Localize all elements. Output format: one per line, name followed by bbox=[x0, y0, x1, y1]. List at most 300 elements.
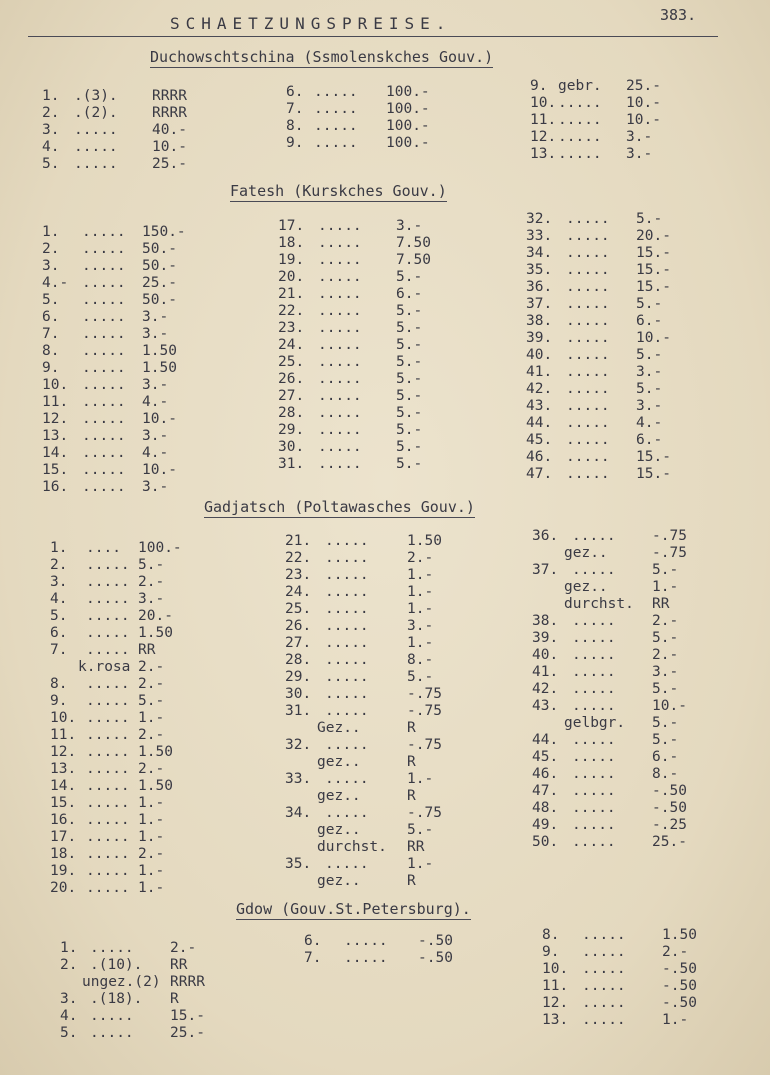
entry-number: 31. bbox=[278, 456, 305, 472]
entry-description: ..... bbox=[325, 550, 369, 566]
entry-number: 5. bbox=[50, 608, 68, 624]
entry-price: 5.- bbox=[396, 388, 423, 404]
entry-number: 9. bbox=[42, 360, 60, 376]
entry-description: gez.. bbox=[317, 754, 361, 770]
entry-description: ..... bbox=[558, 95, 602, 111]
entry-description: ..... bbox=[314, 118, 358, 134]
entry-number: 41. bbox=[526, 364, 553, 380]
entry-number: 4. bbox=[50, 591, 68, 607]
entry-number: 29. bbox=[278, 422, 305, 438]
entry-number: 7. bbox=[42, 326, 60, 342]
entry-price: 25.- bbox=[652, 834, 687, 850]
entry-description: ..... bbox=[325, 652, 369, 668]
entry-price: 1.- bbox=[138, 829, 165, 845]
entry-number: 34. bbox=[285, 805, 312, 821]
entry-number: 13. bbox=[542, 1012, 569, 1028]
entry-description: ..... bbox=[572, 749, 616, 765]
entry-number: 1. bbox=[42, 224, 60, 240]
entry-number: 12. bbox=[542, 995, 569, 1011]
entry-description: Gez.. bbox=[317, 720, 361, 736]
entry-number: 1. bbox=[50, 540, 68, 556]
entry-description: ..... bbox=[82, 309, 126, 325]
entry-description: ..... bbox=[566, 211, 610, 227]
entry-description: ..... bbox=[318, 456, 362, 472]
entry-number: 33. bbox=[526, 228, 553, 244]
entry-description: ..... bbox=[325, 703, 369, 719]
entry-price: -.25 bbox=[652, 817, 687, 833]
entry-number: 47. bbox=[532, 783, 559, 799]
entry-price: 5.- bbox=[652, 562, 679, 578]
entry-number: 6. bbox=[42, 309, 60, 325]
entry-number: 21. bbox=[285, 533, 312, 549]
entry-description: ..... bbox=[82, 360, 126, 376]
entry-price: 2.- bbox=[170, 940, 197, 956]
entry-price: 1.50 bbox=[662, 927, 697, 943]
entry-description: ..... bbox=[558, 146, 602, 162]
entry-description: ..... bbox=[566, 398, 610, 414]
entry-description: ..... bbox=[86, 795, 130, 811]
section-title: Gdow (Gouv.St.Petersburg). bbox=[236, 900, 471, 918]
entry-description: ..... bbox=[82, 394, 126, 410]
entry-price: R bbox=[170, 991, 179, 1007]
entry-price: 5.- bbox=[407, 822, 434, 838]
entry-number: 4. bbox=[42, 139, 60, 155]
entry-description: ..... bbox=[566, 415, 610, 431]
entry-description: ..... bbox=[86, 761, 130, 777]
entry-price: 2.- bbox=[138, 727, 165, 743]
entry-number: 33. bbox=[285, 771, 312, 787]
entry-price: 7.50 bbox=[396, 252, 431, 268]
entry-number: 1. bbox=[42, 88, 60, 104]
page-number: 383. bbox=[660, 6, 697, 24]
entry-price: 100.- bbox=[386, 84, 430, 100]
entry-price: 100.- bbox=[386, 135, 430, 151]
entry-description: k.rosa bbox=[78, 659, 131, 675]
entry-description: ..... bbox=[82, 275, 126, 291]
entry-description: gebr. bbox=[558, 78, 602, 94]
entry-description: .(3). bbox=[74, 88, 118, 104]
entry-number: 38. bbox=[526, 313, 553, 329]
entry-number: 13. bbox=[50, 761, 77, 777]
entry-price: 5.- bbox=[636, 211, 663, 227]
entry-description: ..... bbox=[318, 303, 362, 319]
entry-description: ..... bbox=[314, 101, 358, 117]
entry-number: 46. bbox=[526, 449, 553, 465]
entry-number: 30. bbox=[278, 439, 305, 455]
entry-price: 1.- bbox=[138, 795, 165, 811]
entry-price: 4.- bbox=[142, 394, 169, 410]
entry-price: -.75 bbox=[652, 545, 687, 561]
entry-number: 28. bbox=[278, 405, 305, 421]
entry-number: 24. bbox=[285, 584, 312, 600]
entry-number: 23. bbox=[278, 320, 305, 336]
entry-number: 50. bbox=[532, 834, 559, 850]
entry-price: 4.- bbox=[142, 445, 169, 461]
entry-description: ..... bbox=[325, 584, 369, 600]
entry-number: 18. bbox=[278, 235, 305, 251]
entry-price: 15.- bbox=[636, 466, 671, 482]
entry-description: ..... bbox=[86, 846, 130, 862]
entry-number: 28. bbox=[285, 652, 312, 668]
entry-description: ..... bbox=[566, 228, 610, 244]
entry-description: .(2). bbox=[74, 105, 118, 121]
entry-number: 14. bbox=[50, 778, 77, 794]
entry-number: 20. bbox=[278, 269, 305, 285]
entry-description: ..... bbox=[74, 122, 118, 138]
entry-description: ..... bbox=[82, 292, 126, 308]
entry-price: 5.- bbox=[652, 630, 679, 646]
entry-price: -.75 bbox=[407, 737, 442, 753]
entry-description: gelbgr. bbox=[564, 715, 626, 731]
entry-price: R bbox=[407, 754, 416, 770]
entry-description: ..... bbox=[572, 647, 616, 663]
section-title: Fatesh (Kurskches Gouv.) bbox=[230, 182, 447, 200]
entry-number: 8. bbox=[42, 343, 60, 359]
entry-price: 5.- bbox=[652, 715, 679, 731]
entry-description: gez.. bbox=[317, 873, 361, 889]
entry-price: 7.50 bbox=[396, 235, 431, 251]
entry-price: 3.- bbox=[142, 377, 169, 393]
entry-price: -.50 bbox=[662, 995, 697, 1011]
entry-description: ..... bbox=[82, 411, 126, 427]
entry-number: 9. bbox=[542, 944, 560, 960]
entry-price: 1.50 bbox=[142, 343, 177, 359]
entry-number: 43. bbox=[526, 398, 553, 414]
entry-number: 25. bbox=[278, 354, 305, 370]
entry-price: 1.- bbox=[407, 771, 434, 787]
entry-price: 3.- bbox=[652, 664, 679, 680]
entry-price: 5.- bbox=[396, 337, 423, 353]
entry-description: ..... bbox=[582, 944, 626, 960]
entry-description: ..... bbox=[344, 950, 388, 966]
entry-number: 9. bbox=[530, 78, 548, 94]
entry-price: 5.- bbox=[407, 669, 434, 685]
entry-number: 41. bbox=[532, 664, 559, 680]
entry-price: 5.- bbox=[138, 693, 165, 709]
entry-description: ..... bbox=[82, 343, 126, 359]
entry-price: 3.- bbox=[407, 618, 434, 634]
entry-number: 39. bbox=[526, 330, 553, 346]
entry-description: ..... bbox=[86, 710, 130, 726]
entry-number: 19. bbox=[278, 252, 305, 268]
entry-number: 44. bbox=[532, 732, 559, 748]
entry-number: 42. bbox=[532, 681, 559, 697]
entry-price: 1.50 bbox=[407, 533, 442, 549]
entry-description: ..... bbox=[558, 112, 602, 128]
entry-number: 32. bbox=[526, 211, 553, 227]
entry-price: 15.- bbox=[636, 262, 671, 278]
entry-price: 15.- bbox=[170, 1008, 205, 1024]
entry-description: ..... bbox=[82, 445, 126, 461]
entry-description: ..... bbox=[86, 676, 130, 692]
entry-price: 100.- bbox=[138, 540, 182, 556]
entry-description: ..... bbox=[572, 834, 616, 850]
entry-number: 18. bbox=[50, 846, 77, 862]
entry-description: ..... bbox=[582, 995, 626, 1011]
entry-number: 6. bbox=[286, 84, 304, 100]
entry-description: .(18). bbox=[90, 991, 143, 1007]
entry-price: 5.- bbox=[652, 732, 679, 748]
entry-number: 37. bbox=[526, 296, 553, 312]
entry-price: RR bbox=[407, 839, 425, 855]
entry-description: ..... bbox=[566, 330, 610, 346]
entry-description: ..... bbox=[318, 320, 362, 336]
entry-description: ..... bbox=[572, 783, 616, 799]
entry-number: 10. bbox=[542, 961, 569, 977]
entry-number: 6. bbox=[50, 625, 68, 641]
entry-description: ..... bbox=[325, 805, 369, 821]
entry-description: ..... bbox=[86, 693, 130, 709]
entry-number: 26. bbox=[285, 618, 312, 634]
entry-price: 10.- bbox=[652, 698, 687, 714]
entry-description: ..... bbox=[86, 880, 130, 896]
entry-price: 1.50 bbox=[138, 778, 173, 794]
entry-description: ..... bbox=[325, 686, 369, 702]
entry-description: ..... bbox=[582, 927, 626, 943]
entry-description: ..... bbox=[572, 613, 616, 629]
entry-price: 2.- bbox=[662, 944, 689, 960]
entry-number: 11. bbox=[542, 978, 569, 994]
entry-number: 13. bbox=[42, 428, 69, 444]
entry-number: 11. bbox=[530, 112, 557, 128]
entry-price: -.50 bbox=[652, 800, 687, 816]
entry-number: 27. bbox=[278, 388, 305, 404]
entry-number: 7. bbox=[286, 101, 304, 117]
entry-description: ..... bbox=[572, 681, 616, 697]
entry-description: ..... bbox=[82, 428, 126, 444]
entry-price: 40.- bbox=[152, 122, 187, 138]
entry-description: ..... bbox=[566, 313, 610, 329]
entry-price: -.75 bbox=[407, 703, 442, 719]
entry-price: 1.- bbox=[407, 567, 434, 583]
entry-description: ..... bbox=[325, 635, 369, 651]
entry-description: ..... bbox=[572, 766, 616, 782]
entry-price: 50.- bbox=[142, 292, 177, 308]
entry-number: 15. bbox=[50, 795, 77, 811]
entry-number: 9. bbox=[286, 135, 304, 151]
entry-price: R bbox=[407, 873, 416, 889]
entry-price: 20.- bbox=[138, 608, 173, 624]
entry-description: ..... bbox=[86, 829, 130, 845]
entry-number: 1. bbox=[60, 940, 78, 956]
entry-number: 2. bbox=[42, 105, 60, 121]
entry-description: ..... bbox=[325, 737, 369, 753]
entry-description: ..... bbox=[82, 258, 126, 274]
entry-price: 25.- bbox=[626, 78, 661, 94]
entry-price: -.75 bbox=[407, 805, 442, 821]
entry-price: 3.- bbox=[636, 398, 663, 414]
entry-description: ..... bbox=[86, 778, 130, 794]
entry-number: 38. bbox=[532, 613, 559, 629]
entry-description: ..... bbox=[82, 224, 126, 240]
entry-price: 15.- bbox=[636, 449, 671, 465]
entry-price: 1.50 bbox=[138, 744, 173, 760]
entry-price: -.75 bbox=[652, 528, 687, 544]
entry-number: 3. bbox=[60, 991, 78, 1007]
entry-price: 2.- bbox=[138, 676, 165, 692]
entry-price: 3.- bbox=[396, 218, 423, 234]
entry-price: 2.- bbox=[407, 550, 434, 566]
entry-price: 5.- bbox=[652, 681, 679, 697]
entry-number: 2. bbox=[50, 557, 68, 573]
entry-price: RR bbox=[138, 642, 156, 658]
entry-number: 46. bbox=[532, 766, 559, 782]
entry-price: 3.- bbox=[626, 146, 653, 162]
entry-price: 10.- bbox=[636, 330, 671, 346]
entry-number: 43. bbox=[532, 698, 559, 714]
entry-price: 2.- bbox=[138, 659, 165, 675]
entry-description: gez.. bbox=[564, 579, 608, 595]
entry-number: 17. bbox=[278, 218, 305, 234]
entry-price: 25.- bbox=[152, 156, 187, 172]
entry-number: 3. bbox=[50, 574, 68, 590]
entry-description: ..... bbox=[82, 241, 126, 257]
entry-number: 27. bbox=[285, 635, 312, 651]
entry-price: 50.- bbox=[142, 258, 177, 274]
entry-price: 1.- bbox=[407, 584, 434, 600]
entry-price: R bbox=[407, 788, 416, 804]
entry-description: ..... bbox=[572, 698, 616, 714]
entry-description: ..... bbox=[318, 252, 362, 268]
entry-price: 5.- bbox=[396, 439, 423, 455]
entry-price: 5.- bbox=[396, 269, 423, 285]
entry-number: 15. bbox=[42, 462, 69, 478]
entry-price: 3.- bbox=[142, 309, 169, 325]
entry-number: 11. bbox=[50, 727, 77, 743]
entry-description: ..... bbox=[558, 129, 602, 145]
entry-description: ..... bbox=[86, 574, 130, 590]
entry-price: 25.- bbox=[142, 275, 177, 291]
entry-description: ..... bbox=[82, 377, 126, 393]
entry-price: 5.- bbox=[396, 456, 423, 472]
entry-number: 14. bbox=[42, 445, 69, 461]
entry-description: ..... bbox=[325, 771, 369, 787]
entry-price: 3.- bbox=[142, 428, 169, 444]
entry-description: ..... bbox=[318, 269, 362, 285]
entry-description: ..... bbox=[566, 364, 610, 380]
entry-number: 3. bbox=[42, 258, 60, 274]
entry-price: 1.- bbox=[138, 812, 165, 828]
entry-price: 1.- bbox=[138, 863, 165, 879]
entry-description: ..... bbox=[344, 933, 388, 949]
entry-description: ..... bbox=[318, 371, 362, 387]
entry-price: RRRR bbox=[152, 88, 187, 104]
entry-number: 23. bbox=[285, 567, 312, 583]
entry-price: 5.- bbox=[396, 371, 423, 387]
entry-description: ..... bbox=[86, 557, 130, 573]
entry-price: 10.- bbox=[626, 95, 661, 111]
entry-price: 20.- bbox=[636, 228, 671, 244]
entry-number: 32. bbox=[285, 737, 312, 753]
entry-number: 16. bbox=[42, 479, 69, 495]
entry-price: 8.- bbox=[652, 766, 679, 782]
entry-number: 10. bbox=[530, 95, 557, 111]
entry-price: 5.- bbox=[396, 354, 423, 370]
entry-description: ..... bbox=[82, 462, 126, 478]
entry-price: -.50 bbox=[652, 783, 687, 799]
entry-price: 2.- bbox=[652, 647, 679, 663]
entry-description: ..... bbox=[90, 1025, 134, 1041]
entry-description: ..... bbox=[86, 744, 130, 760]
entry-price: 2.- bbox=[652, 613, 679, 629]
entry-price: 5.- bbox=[138, 557, 165, 573]
entry-number: 36. bbox=[532, 528, 559, 544]
entry-price: 3.- bbox=[142, 326, 169, 342]
entry-description: durchst. bbox=[564, 596, 634, 612]
entry-description: ..... bbox=[566, 432, 610, 448]
entry-description: ..... bbox=[82, 326, 126, 342]
entry-number: 47. bbox=[526, 466, 553, 482]
entry-price: 1.- bbox=[407, 601, 434, 617]
entry-price: 100.- bbox=[386, 101, 430, 117]
entry-description: ..... bbox=[572, 664, 616, 680]
entry-price: 8.- bbox=[407, 652, 434, 668]
entry-description: ..... bbox=[572, 562, 616, 578]
entry-price: 3.- bbox=[142, 479, 169, 495]
entry-number: 8. bbox=[286, 118, 304, 134]
entry-number: 36. bbox=[526, 279, 553, 295]
header-rule bbox=[28, 36, 718, 37]
entry-number: 2. bbox=[42, 241, 60, 257]
entry-number: 5. bbox=[60, 1025, 78, 1041]
entry-price: RRRR bbox=[170, 974, 205, 990]
entry-number: 20. bbox=[50, 880, 77, 896]
entry-price: RR bbox=[170, 957, 188, 973]
entry-price: 10.- bbox=[142, 411, 177, 427]
entry-number: 35. bbox=[526, 262, 553, 278]
entry-number: 48. bbox=[532, 800, 559, 816]
entry-description: ..... bbox=[318, 235, 362, 251]
entry-number: 16. bbox=[50, 812, 77, 828]
entry-price: 2.- bbox=[138, 574, 165, 590]
entry-number: 45. bbox=[532, 749, 559, 765]
entry-number: 5. bbox=[42, 292, 60, 308]
entry-price: 6.- bbox=[396, 286, 423, 302]
entry-price: 5.- bbox=[396, 303, 423, 319]
entry-number: 44. bbox=[526, 415, 553, 431]
entry-number: 12. bbox=[50, 744, 77, 760]
entry-price: 10.- bbox=[626, 112, 661, 128]
entry-description: ..... bbox=[566, 296, 610, 312]
entry-price: 1.50 bbox=[142, 360, 177, 376]
entry-price: 10.- bbox=[142, 462, 177, 478]
entry-description: .... bbox=[86, 540, 121, 556]
entry-number: 31. bbox=[285, 703, 312, 719]
entry-description: ..... bbox=[86, 608, 130, 624]
entry-number: 45. bbox=[526, 432, 553, 448]
entry-description: ..... bbox=[572, 732, 616, 748]
entry-number: 6. bbox=[304, 933, 322, 949]
entry-number: 10. bbox=[50, 710, 77, 726]
entry-number: 12. bbox=[42, 411, 69, 427]
entry-number: 39. bbox=[532, 630, 559, 646]
entry-description: ..... bbox=[314, 135, 358, 151]
entry-number: 37. bbox=[532, 562, 559, 578]
entry-price: 5.- bbox=[396, 422, 423, 438]
entry-description: ..... bbox=[325, 618, 369, 634]
entry-price: 15.- bbox=[636, 279, 671, 295]
entry-number: 22. bbox=[285, 550, 312, 566]
entry-description: ..... bbox=[318, 439, 362, 455]
entry-number: 40. bbox=[526, 347, 553, 363]
entry-description: ..... bbox=[74, 139, 118, 155]
entry-number: 42. bbox=[526, 381, 553, 397]
entry-description: durchst. bbox=[317, 839, 387, 855]
entry-description: ..... bbox=[566, 245, 610, 261]
entry-number: 29. bbox=[285, 669, 312, 685]
entry-price: RRRR bbox=[152, 105, 187, 121]
entry-number: 4.- bbox=[42, 275, 69, 291]
